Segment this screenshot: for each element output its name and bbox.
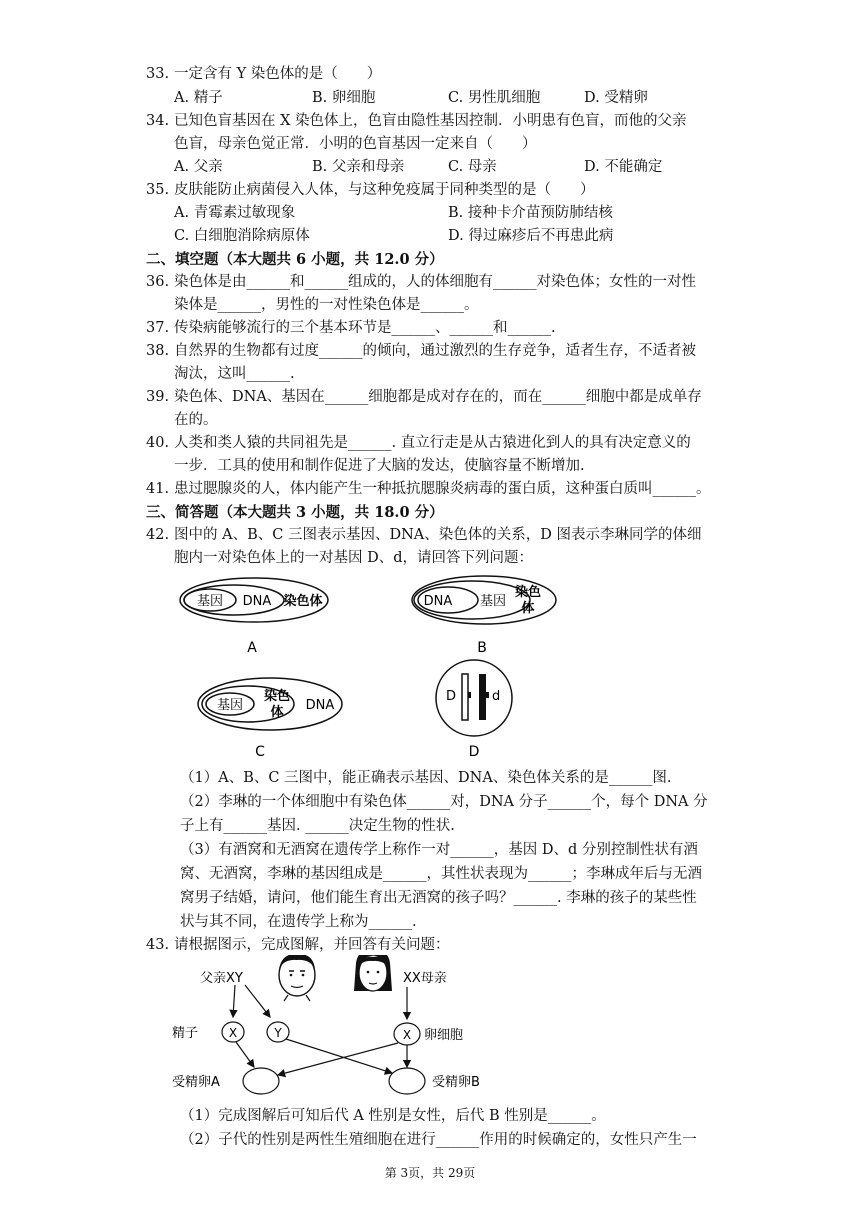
gene-mark-right (486, 692, 489, 698)
label-chromosome-line-2: 体 (521, 601, 535, 616)
question-42 (146, 524, 726, 570)
arrow-father-y (245, 985, 270, 1017)
sex-determination-diagram (170, 955, 530, 1100)
question-text-line-1: 图中的 A、B、C 三图表示基因、DNA、染色体的关系，D 图表示李琳同学的体细 (174, 527, 702, 543)
arrow-father-x (233, 985, 235, 1017)
question-text-line-1: 染色体是由______和______组成的，人的体细胞有______对染色体；女性的一对性 (174, 274, 696, 290)
question-text: 皮肤能防止病菌侵入人体，与这种免疫属于同种类型的是（ ） (174, 182, 595, 198)
gene-dna-chromosome-diagram (170, 570, 730, 770)
mother-label: XX母亲 (403, 971, 447, 986)
diagram-a (180, 578, 328, 656)
question-36 (146, 271, 726, 317)
question-34-options (174, 156, 734, 179)
question-37 (146, 317, 726, 340)
question-text: 请根据图示，完成图解，并回答有关问题： (174, 937, 450, 953)
question-text-line-2: 胞内一对染色体上的一对基因 D、d，请回答下列问题： (174, 550, 534, 566)
label-dna: DNA (242, 594, 272, 609)
question-41 (146, 478, 726, 501)
label-chromosome-line-1: 染色 (263, 689, 291, 704)
question-number: 39. (146, 389, 170, 405)
label-chromosome-line-2: 体 (270, 705, 284, 720)
part-3-line-2: 窝、无酒窝，李琳的基因组成是______，其性状表现为______；李琳成年后与无酒 (180, 866, 702, 882)
question-35-options (174, 202, 734, 248)
part-1: （1）完成图解后可知后代 A 性别是女性，后代 B 性别是______。 (180, 1108, 606, 1124)
question-43-parts (180, 1104, 720, 1152)
question-number: 35. (146, 182, 170, 198)
question-text: 传染病能够流行的三个基本环节是______、______和______. (174, 320, 556, 336)
question-39 (146, 386, 726, 432)
part-3-line-4: 状与其不同，在遗传学上称为______. (180, 914, 417, 930)
question-42-parts (180, 766, 720, 934)
question-33 (146, 63, 726, 86)
zygote-a-circle (243, 1068, 279, 1094)
question-text-line-2: 一步．工具的使用和制作促进了大脑的发达，使脑容量不断增加. (174, 458, 585, 474)
zygote-b-circle (389, 1068, 425, 1094)
option-d: D. 受精卵 (584, 90, 648, 106)
diagram-c (198, 678, 342, 760)
diagram-label-c: C (255, 744, 265, 760)
gene-mark-left (468, 692, 471, 698)
gene-label-d-upper: D (445, 689, 456, 704)
page-footer: 第 3页，共 29页 (384, 1166, 476, 1180)
label-gene: 基因 (479, 594, 507, 609)
option-c: C. 母亲 (448, 159, 497, 175)
question-text-line-2: 染体是______，男性的一对性染色体是______。 (174, 297, 479, 313)
part-2: （2）子代的性别是两性生殖细胞在进行______作用的时候确定的，女性只产生一 (180, 1132, 697, 1148)
section-2-heading: 二、填空题（本大题共 6 小题，共 12.0 分） (146, 251, 444, 268)
option-b: B. 父亲和母亲 (312, 159, 405, 175)
chromosome-left (462, 674, 468, 720)
label-gene: 基因 (216, 698, 244, 713)
arrow-y-to-b (286, 1039, 392, 1073)
diagram-label-b: B (477, 640, 487, 656)
gene-label-d-lower: d (492, 689, 501, 704)
question-number: 37. (146, 320, 170, 336)
sperm-x-label: X (228, 1026, 238, 1040)
mother-face-icon (354, 955, 392, 991)
question-text-line-2: 淘汰，这叫______. (174, 366, 295, 382)
question-number: 34. (146, 113, 170, 129)
label-gene: 基因 (196, 594, 224, 609)
part-1: （1）A、B、C 三图中，能正确表示基因、DNA、染色体关系的是______图. (180, 770, 672, 786)
zygote-a-label: 受精卵A (172, 1075, 220, 1090)
father-label: 父亲XY (200, 971, 243, 986)
diagram-label-a: A (247, 640, 257, 656)
option-b: B. 卵细胞 (312, 90, 376, 106)
part-2-line-1: （2）李琳的一个体细胞中有染色体______对，DNA 分子______个，每个 DNA 分 (180, 794, 708, 810)
question-text-line-2: 色盲，母亲色觉正常．小明的色盲基因一定来自（ ） (174, 136, 537, 152)
egg-label: 卵细胞 (424, 1028, 464, 1043)
question-text: 患过腮腺炎的人，体内能产生一种抵抗腮腺炎病毒的蛋白质，这种蛋白质叫______。 (174, 481, 711, 497)
chromosome-right (479, 674, 486, 720)
sperm-y-label: Y (274, 1026, 282, 1040)
question-text-line-2: 在的。 (174, 412, 218, 428)
question-number: 42. (146, 527, 170, 543)
zygote-b-label: 受精卵B (432, 1075, 480, 1090)
father-face-icon (279, 955, 315, 1001)
option-c: C. 男性肌细胞 (448, 90, 541, 106)
question-35 (146, 179, 726, 202)
label-chromosome: 染色体 (283, 594, 323, 609)
arrow-x-to-a (236, 1042, 254, 1067)
option-c: C. 白细胞消除病原体 (174, 228, 310, 244)
question-text-line-1: 染色体、DNA、基因在______细胞都是成对存在的，而在______细胞中都是成单存 (174, 389, 702, 405)
sperm-label: 精子 (172, 1026, 199, 1041)
question-text: 一定含有 Y 染色体的是（ ） (174, 66, 382, 82)
question-33-options (174, 87, 734, 110)
section-3-heading: 三、简答题（本大题共 3 小题，共 18.0 分） (146, 504, 444, 521)
option-a: A. 父亲 (174, 159, 223, 175)
question-number: 43. (146, 937, 170, 953)
question-number: 40. (146, 435, 170, 451)
question-text-line-1: 人类和类人猿的共同祖先是______. 直立行走是从古猿进化到人的具有决定意义的 (174, 435, 691, 451)
question-number: 36. (146, 274, 170, 290)
part-3-line-1: （3）有酒窝和无酒窝在遗传学上称作一对______，基因 D、d 分别控制性状有酒 (180, 842, 698, 858)
question-43 (146, 934, 726, 957)
part-3-line-3: 窝男子结婚，请问，他们能生育出无酒窝的孩子吗？______. 李琳的孩子的某些性 (180, 890, 697, 906)
question-34 (146, 110, 726, 156)
arrow-egg-to-a (278, 1043, 398, 1075)
question-40 (146, 432, 726, 478)
label-dna: DNA (423, 594, 453, 609)
question-38 (146, 340, 726, 386)
question-text-line-1: 自然界的生物都有过度______的倾向，通过激烈的生存竞争，适者生存，不适者被 (174, 343, 696, 359)
option-d: D. 不能确定 (584, 159, 663, 175)
egg-x-label: X (402, 1028, 412, 1042)
diagram-d (436, 660, 512, 760)
question-number: 33. (146, 66, 170, 82)
option-a: A. 青霉素过敏现象 (174, 205, 296, 221)
option-a: A. 精子 (174, 90, 223, 106)
diagram-b (412, 576, 556, 656)
question-number: 41. (146, 481, 170, 497)
question-number: 38. (146, 343, 170, 359)
option-b: B. 接种卡介苗预防肺结核 (448, 205, 613, 221)
option-d: D. 得过麻疹后不再患此病 (448, 228, 614, 244)
diagram-label-d: D (468, 744, 480, 760)
part-2-line-2: 子上有______基因. ______决定生物的性状. (180, 818, 455, 834)
question-text-line-1: 已知色盲基因在 X 染色体上，色盲由隐性基因控制．小明患有色盲，而他的父亲 (174, 113, 687, 129)
label-dna: DNA (305, 698, 335, 713)
label-chromosome-line-1: 染色 (514, 585, 542, 600)
